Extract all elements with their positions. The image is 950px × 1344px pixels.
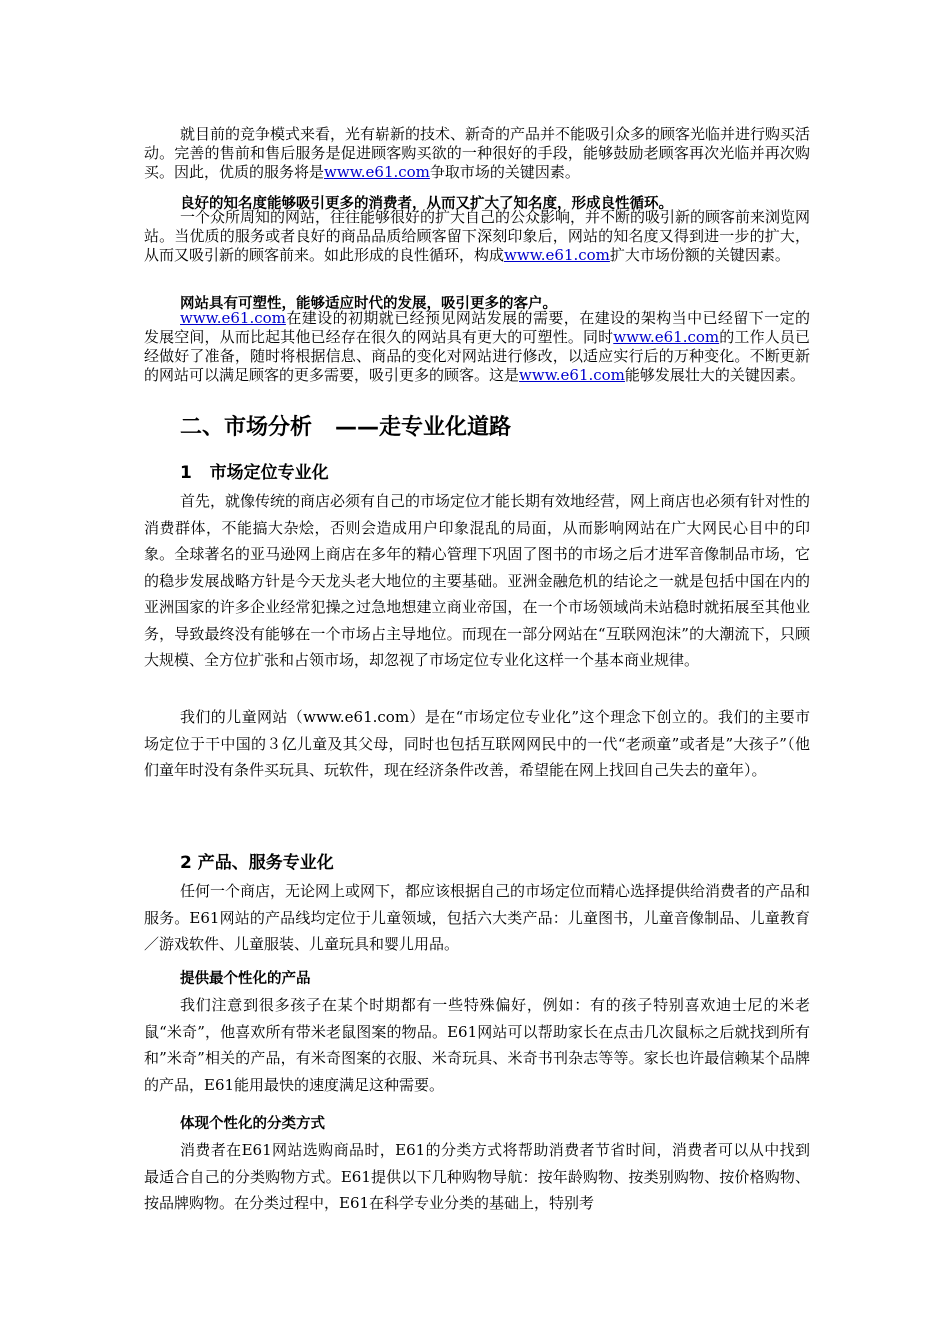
- category-paragraph: 消费者在E61网站选购商品时，E61的分类方式将帮助消费者节省时间，消费者可以从中找到最适合自己的分类购物方式。E61提供以下几种购物导航：按年龄购物、按类别购物、按价格购物、按品牌购物。在分类过程中，E61在科学专业分类的基础上，特别考: [144, 1141, 810, 1212]
- plasticity-heading: 网站具有可塑性，能够适应时代的发展，吸引更多的客户。: [180, 296, 557, 312]
- section-title: 二、市场分析 ——走专业化道路: [180, 415, 511, 440]
- service-paragraph: 就目前的竞争模式来看，光有崭新的技术、新奇的产品并不能吸引众多的顾客光临并进行购买活动。完善的售前和售后服务是促进顾客购买欲的一种很好的手段，能够鼓励老顾客再次光临并再次购买。因此，优质的服务将是www.e61.com争取市场的关键因素。: [144, 125, 811, 181]
- product-service-paragraph: 任何一个商店，无论网上或网下，都应该根据自己的市场定位而精心选择提供给消费者的产品和服务。E61网站的产品线均定位于儿童领域，包括六大类产品：儿童图书，儿童音像制品、儿童教育／游戏软件、儿童服装、儿童玩具和婴儿用品。: [144, 882, 811, 953]
- market-positioning-paragraph: 首先，就像传统的商店必须有自己的市场定位才能长期有效地经营，网上商店也必须有针对性的消费群体，不能搞大杂烩，否则会造成用户印象混乱的局面，从而影响网站在广大网民心目中的印象。全球著名的亚马逊网上商店在多年的精心管理下巩固了图书的市场之后才进军音像制品市场，它的稳步发展战略方针是今天龙头老大地位的主要基础。亚洲金融危机的结论之一就是包括中国在内的亚洲国家的许多企业经常犯操之过急地想建立商业帝国，在一个市场领域尚未站稳时就拓展至其他业务，导致最终没有能够在一个市场占主导地位。而现在一部分网站在“互联网泡沫”的大潮流下，只顾大规模、全方位扩张和占领市场，却忽视了市场定位专业化这样一个基本商业规律。: [144, 492, 811, 669]
- personal-products-paragraph: 我们注意到很多孩子在某个时期都有一些特殊偏好，例如：有的孩子特别喜欢迪士尼的米老鼠“米奇”，他喜欢所有带米老鼠图案的物品。E61网站可以帮助家长在点击几次鼠标之后就找到所有和”米奇”相关的产品，有米奇图案的衣服、米奇玩具、米奇书刊杂志等等。家长也许最信赖某个品牌的产品，E61能用最快的速度满足这种需要。: [144, 996, 810, 1094]
- site-link[interactable]: www.e61.com: [180, 309, 286, 327]
- site-link[interactable]: www.e61.com: [504, 246, 610, 264]
- reputation-heading: 良好的知名度能够吸引更多的消费者，从而又扩大了知名度，形成良性循环。: [180, 196, 673, 212]
- reputation-paragraph: 一个众所周知的网站，往往能够很好的扩大自己的公众影响，并不断的吸引新的顾客前来浏览网站。当优质的服务或者良好的商品品质给顾客留下深刻印象后，网站的知名度又得到进一步的扩大，从而又吸引新的顾客前来。如此形成的良性循环，构成www.e61.com扩大市场份额的关键因素。: [144, 208, 811, 264]
- subsection-1-title: 1 市场定位专业化: [180, 463, 329, 483]
- kids-site-paragraph: 我们的儿童网站（www.e61.com）是在“市场定位专业化”这个理念下创立的。我们的主要市场定位于干中国的３亿儿童及其父母，同时也包括互联网网民中的一代“老顽童”或者是”大孩子”（他们童年时没有条件买玩具、玩软件，现在经济条件改善，希望能在网上找回自己失去的童年）。: [144, 708, 810, 779]
- site-link[interactable]: www.e61.com: [613, 328, 720, 346]
- personal-products-heading: 提供最个性化的产品: [180, 971, 311, 987]
- subsection-2-title: 2 产品、服务专业化: [180, 853, 334, 873]
- plasticity-paragraph: www.e61.com在建设的初期就已经预见网站发展的需要，在建设的架构当中已经留下一定的发展空间，从而比起其他已经存在很久的网站具有更大的可塑性。同时www.e61.com的工作人员已经做好了准备，随时将根据信息、商品的变化对网站进行修改，以适应实行后的万种变化。不断更新的网站可以满足顾客的更多需要，吸引更多的顾客。这是www.e61.com能够发展壮大的关键因素。: [144, 309, 810, 384]
- site-link[interactable]: www.e61.com: [519, 366, 625, 384]
- site-link[interactable]: www.e61.com: [324, 163, 430, 181]
- category-heading: 体现个性化的分类方式: [180, 1116, 325, 1132]
